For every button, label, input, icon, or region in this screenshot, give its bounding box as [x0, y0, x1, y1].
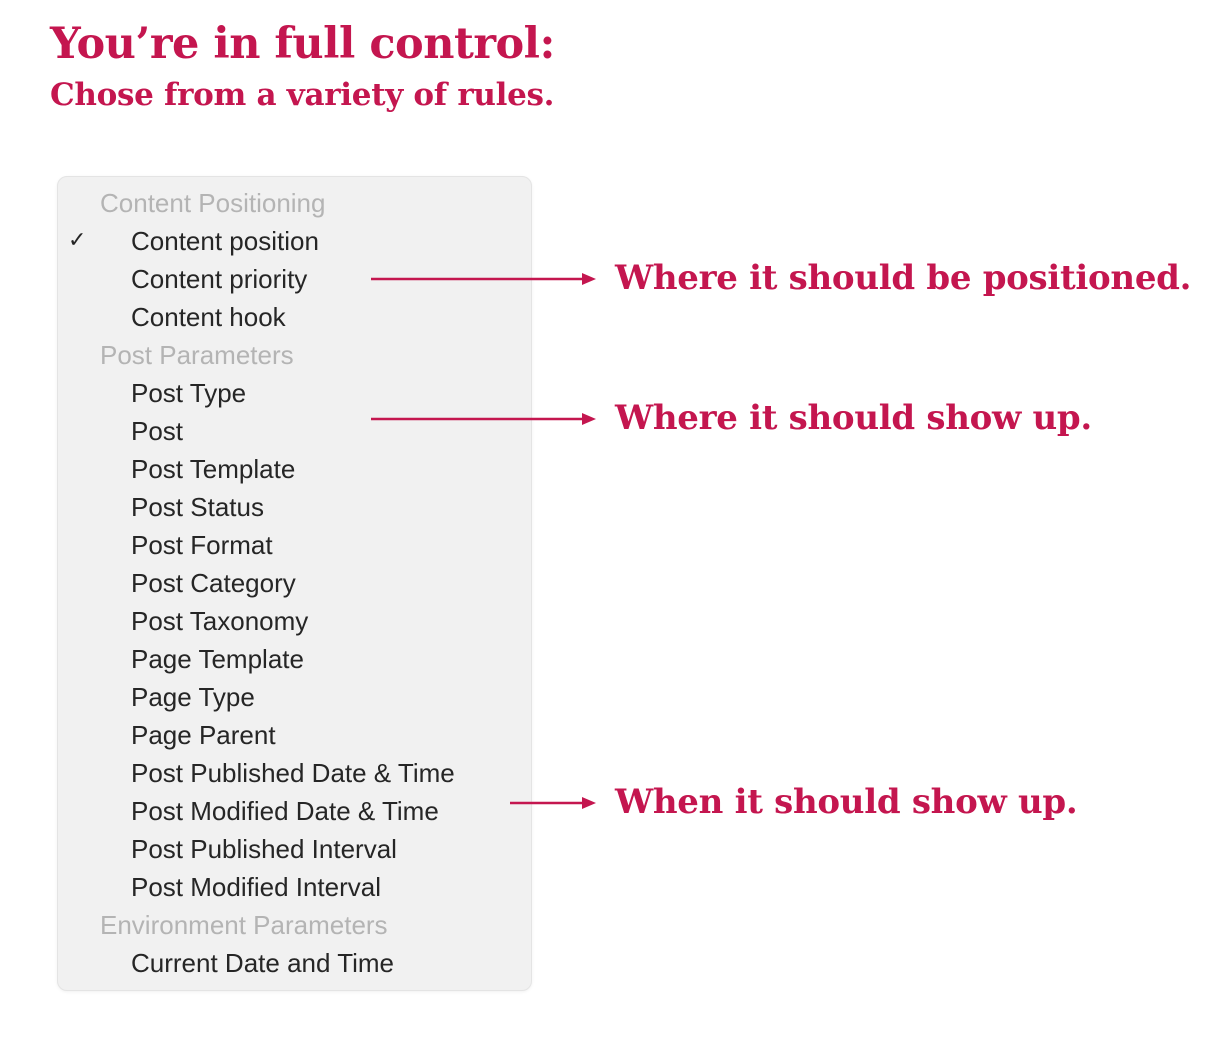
menu-item-post-taxonomy[interactable] [58, 602, 531, 640]
menu-item-page-template[interactable] [58, 640, 531, 678]
menu-item-label: Post Category [131, 568, 296, 598]
menu-item-label: Post Type [131, 378, 247, 408]
menu-item-label: Page Type [131, 682, 255, 712]
menu-item-label: Page Parent [131, 720, 276, 750]
menu-item-label: Post Status [131, 492, 264, 522]
annotation-when [509, 772, 1169, 832]
menu-item-label: Post Taxonomy [131, 606, 309, 636]
arrow-right-icon [509, 772, 604, 832]
menu-item-label: Post Modified Date & Time [131, 796, 439, 826]
menu-item-current-date-and-time[interactable] [58, 944, 531, 982]
menu-section-label: Environment Parameters [100, 910, 388, 940]
arrow-right-icon [370, 248, 600, 308]
menu-item-label: Content hook [131, 302, 286, 332]
menu-item-page-parent[interactable] [58, 716, 531, 754]
menu-item-label: Post Modified Interval [131, 872, 382, 902]
annotation-show-up-label: Where it should show up. [615, 398, 1092, 438]
menu-section-header-environment-parameters [58, 906, 531, 944]
menu-item-post-template[interactable] [58, 450, 531, 488]
menu-item-post-status[interactable] [58, 488, 531, 526]
annotation-positioned-label: Where it should be positioned. [615, 258, 1192, 298]
page-subtitle: Chose from a variety of rules. [50, 77, 555, 113]
menu-item-post-format[interactable] [58, 526, 531, 564]
checkmark-icon: ✓ [68, 228, 87, 253]
menu-item-label: Content position [131, 226, 319, 256]
page-title: You’re in full control: [50, 19, 555, 69]
arrow-right-icon [370, 388, 600, 448]
menu-item-label: Content priority [131, 264, 308, 294]
menu-item-page-type[interactable] [58, 678, 531, 716]
menu-item-label: Page Template [131, 644, 304, 674]
menu-item-label: Current Date and Time [131, 948, 395, 978]
annotation-show-up [370, 388, 1170, 448]
annotation-positioned [370, 248, 1192, 308]
menu-item-post-modified-interval[interactable] [58, 868, 531, 906]
menu-item-post-modified-date-and-time[interactable] [58, 792, 531, 830]
menu-section-label: Content Positioning [100, 188, 326, 218]
menu-item-label: Post Format [131, 530, 273, 560]
menu-item-post-published-interval[interactable] [58, 830, 531, 868]
menu-section-header-post-parameters [58, 336, 531, 374]
menu-item-label: Post Template [131, 454, 296, 484]
menu-section-label: Post Parameters [100, 340, 294, 370]
menu-item-label: Post Published Date & Time [131, 758, 455, 788]
menu-item-label: Post Published Interval [131, 834, 397, 864]
menu-item-label: Post [131, 416, 184, 446]
menu-section-header-content-positioning [58, 184, 531, 222]
menu-item-post-category[interactable] [58, 564, 531, 602]
menu-item-post-published-date-and-time[interactable] [58, 754, 531, 792]
annotation-when-label: When it should show up. [615, 782, 1078, 822]
